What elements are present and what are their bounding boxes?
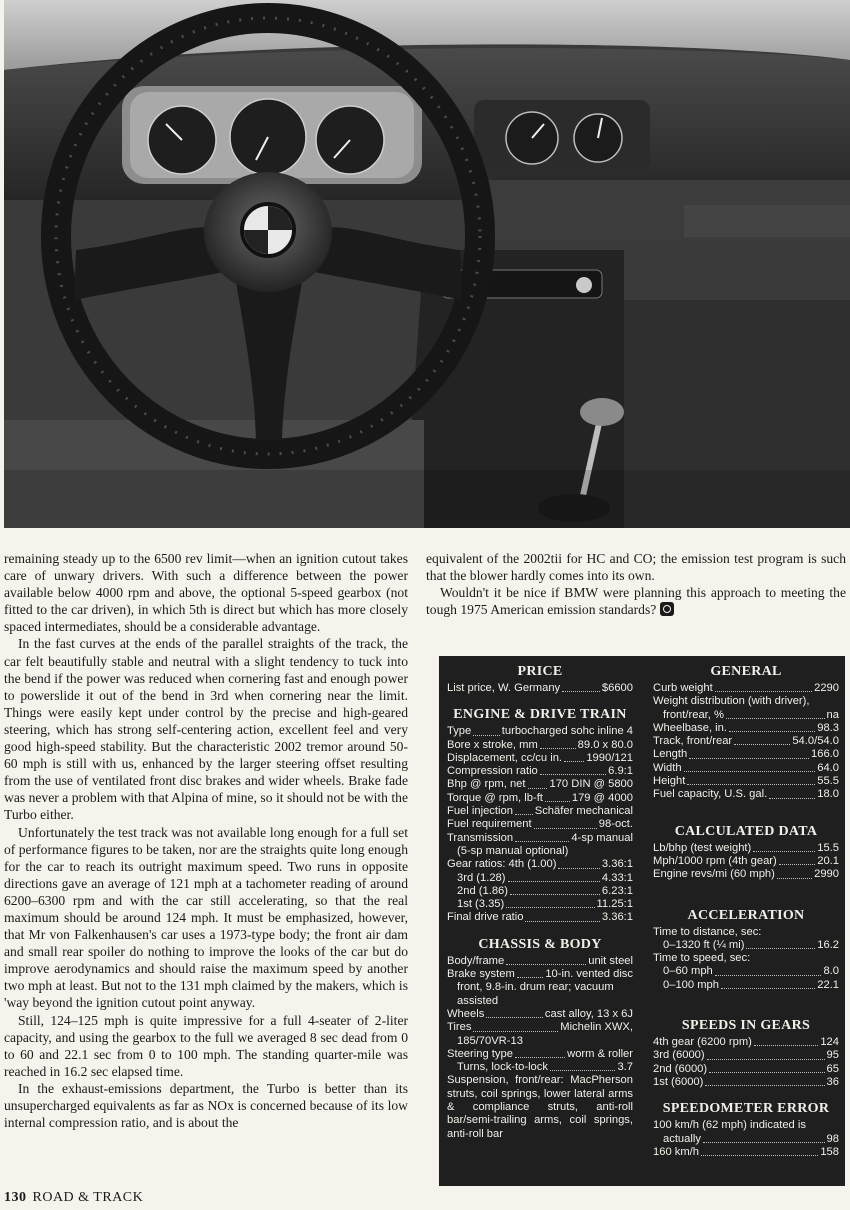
- spec-row: 0–1320 ft (¼ mi) 16.2: [663, 938, 839, 951]
- calculated-section: [653, 824, 839, 882]
- spec-row: Track, front/rear 54.0/54.0: [653, 735, 839, 748]
- spec-row: Wheelbase, in. 98.3: [653, 721, 839, 734]
- spec-row: Fuel injection Schäfer mechanical: [447, 805, 633, 818]
- spec-row: front/rear, % na: [663, 708, 839, 721]
- spec-row: Time to speed, sec:: [653, 952, 751, 965]
- spec-row: Torque @ rpm, lb-ft 179 @ 4000: [447, 791, 633, 804]
- chassis-section: [447, 937, 633, 1141]
- spec-row: 4th gear (6200 rpm) 124: [653, 1036, 839, 1049]
- spec-row: 3rd (1.28) 4.33:1: [457, 871, 633, 884]
- section-title: GENERAL: [710, 664, 782, 679]
- spec-row-note: 185/70VR-13: [457, 1034, 523, 1047]
- speedometer-section: [653, 1101, 839, 1159]
- spec-row: Lb/bhp (test weight) 15.5: [653, 841, 839, 854]
- article-paragraph: Still, 124–125 mph is quite impressive for a full 4-seater of 2-liter capacity, and using the gearbox to the full we averaged 8 sec dead from 0 to 60 and 22.1 sec from 0 to 100 mph. The standing quarter-mile was reached in 16.2 sec elapsed time.: [4, 1012, 408, 1079]
- engine-section: [447, 707, 633, 924]
- spec-row: Final drive ratio 3.36:1: [447, 911, 633, 924]
- section-title: PRICE: [517, 664, 563, 679]
- article-paragraph: remaining steady up to the 6500 rev limit—when an ignition cutout takes care of unwary drivers. With such a difference between the power available below 4000 rpm and above, the optional 5-speed gearbox (not fitted to the car driven), in which 5th is direct but which has more closely spaced intermediates, should be a considerable advantage.: [4, 551, 408, 635]
- spec-row: Bore x stroke, mm 89.0 x 80.0: [447, 738, 633, 751]
- spec-row-note: front, 9.8-in. drum rear; vacuum: [457, 981, 614, 994]
- spec-row: Displacement, cc/cu in. 1990/121: [447, 751, 633, 764]
- spec-row: Weight distribution (with driver),: [653, 695, 810, 708]
- section-title: CALCULATED DATA: [674, 823, 818, 839]
- article-left-column: [4, 550, 408, 1131]
- article-paragraph-text: Wouldn't it be nice if BMW were planning this approach to meeting the tough 1975 American emission standards?: [426, 585, 846, 618]
- spec-row: 2nd (6000) 65: [653, 1062, 839, 1075]
- spec-right-column: [653, 664, 839, 1171]
- spec-row: Brake system 10-in. vented disc: [447, 968, 633, 981]
- suspension-text: Suspension, front/rear: MacPherson struts, coil springs, lower lateral arms & compliance struts, anti-roll bar/semi-trailing arms, coil springs, anti-roll bar: [447, 1074, 633, 1140]
- spec-row: Length 166.0: [653, 748, 839, 761]
- article-paragraph: In the exhaust-emissions department, the Turbo is better than its unsupercharged equivalents as far as NOx is concerned because of its low internal compression ratio, and is about the: [4, 1080, 408, 1131]
- spec-row: Engine revs/mi (60 mph) 2990: [653, 868, 839, 881]
- section-title: SPEEDS IN GEARS: [681, 1018, 811, 1034]
- spec-row: Fuel capacity, U.S. gal. 18.0: [653, 788, 839, 801]
- spec-row: 1st (6000) 36: [653, 1075, 839, 1088]
- speeds-section: [653, 1018, 839, 1089]
- section-title: CHASSIS & BODY: [478, 936, 602, 952]
- spec-row: Steering type worm & roller: [447, 1047, 633, 1060]
- spec-row: actually 98: [663, 1132, 839, 1145]
- spec-row: 160 km/h 158: [653, 1145, 839, 1158]
- spec-row: 0–60 mph 8.0: [663, 965, 839, 978]
- end-of-article-icon: [660, 602, 674, 616]
- spec-row: Fuel requirement 98-oct.: [447, 818, 633, 831]
- spec-row: 2nd (1.86) 6.23:1: [457, 884, 633, 897]
- spec-row: 100 km/h (62 mph) indicated is: [653, 1119, 806, 1132]
- spec-row: Transmission 4-sp manual: [447, 831, 633, 844]
- spec-row: Gear ratios: 4th (1.00) 3.36:1: [447, 858, 633, 871]
- spec-row: Tires Michelin XWX,: [447, 1021, 633, 1034]
- spec-row: Mph/1000 rpm (4th gear) 20.1: [653, 854, 839, 867]
- spec-row: 0–100 mph 22.1: [663, 978, 839, 991]
- dashboard-photo: [4, 0, 850, 528]
- spec-row: Type turbocharged sohc inline 4: [447, 725, 633, 738]
- spec-row: Compression ratio 6.9:1: [447, 765, 633, 778]
- spec-row: Body/frame unit steel: [447, 954, 633, 967]
- spec-row: Bhp @ rpm, net 170 DIN @ 5800: [447, 778, 633, 791]
- article-paragraph: Unfortunately the test track was not available long enough for a full set of performance figures to be taken, nor are the straights quite long enough for the car to reach its outright maximum speed. Two runs in opposite directions gave an average of 121 mph at a tachometer reading of around 6200–6300 rpm and with the car still accelerating, so that the real maximum should be around 124 mph. It must be emphasized, however, that Mr von Falkenhausen's car uses a 1973-type body; the front air dam and small rear spoiler do nothing to improve the looks of the car but do improve aerodynamics and should raise the maximum speed by another two mph at least. But not to the 131 mph claimed by the makers, which is 'way beyond the ignition cutout point anyway.: [4, 824, 408, 1011]
- spec-row-note: (5-sp manual optional): [457, 844, 569, 857]
- spec-row: Wheels cast alloy, 13 x 6J: [447, 1007, 633, 1020]
- section-title: ACCELERATION: [687, 907, 805, 923]
- spec-row: Height 55.5: [653, 775, 839, 788]
- section-title: ENGINE & DRIVE TRAIN: [453, 707, 627, 723]
- steering-wheel-illustration: [4, 0, 850, 528]
- spec-row-note: assisted: [457, 994, 499, 1007]
- spec-row: 3rd (6000) 95: [653, 1049, 839, 1062]
- page-footer: [4, 1190, 143, 1206]
- spec-row: List price, W. Germany $6600: [447, 682, 633, 694]
- spec-row: Width 64.0: [653, 761, 839, 774]
- article-paragraph: In the fast curves at the ends of the parallel straights of the track, the car felt beautifully stable and neutral with a slight tendency to tuck into the bend if the power was reduced when cornering fast and enough power to powerslide it out of the bend in 3rd when cornering near the limit. Things were easily kept under control by the precise and high-geared steering, which has strong self-centering action, excellent feel and very good high-speed stability. But the characteristic 2002 tremor around 50-60 mph is still with us, enhanced by the larger steering offset resulting from the use of ventilated front disc brakes and wider wheels. Brake fade was never a problem with that Alpina of mine, so it should not be with the Turbo either.: [4, 636, 408, 823]
- acceleration-section: [653, 908, 839, 992]
- spec-row: Time to distance, sec:: [653, 925, 762, 938]
- page-number: 130: [4, 1190, 27, 1205]
- article-paragraph: equivalent of the 2002tii for HC and CO; the emission test program is such that the blower hardly comes into its own.: [426, 551, 846, 584]
- magazine-name: ROAD & TRACK: [32, 1190, 144, 1205]
- spec-left-column: [447, 664, 633, 1153]
- price-section: [447, 664, 633, 695]
- article-paragraph-final: [426, 584, 846, 618]
- general-section: [653, 664, 839, 802]
- specifications-box: [439, 656, 845, 1186]
- article-right-column: [426, 550, 846, 618]
- spec-row: 1st (3.35) 11.25:1: [457, 898, 633, 911]
- section-title: SPEEDOMETER ERROR: [662, 1101, 830, 1117]
- spec-row: Curb weight 2290: [653, 682, 839, 694]
- spec-row: Turns, lock-to-lock 3.7: [457, 1061, 633, 1074]
